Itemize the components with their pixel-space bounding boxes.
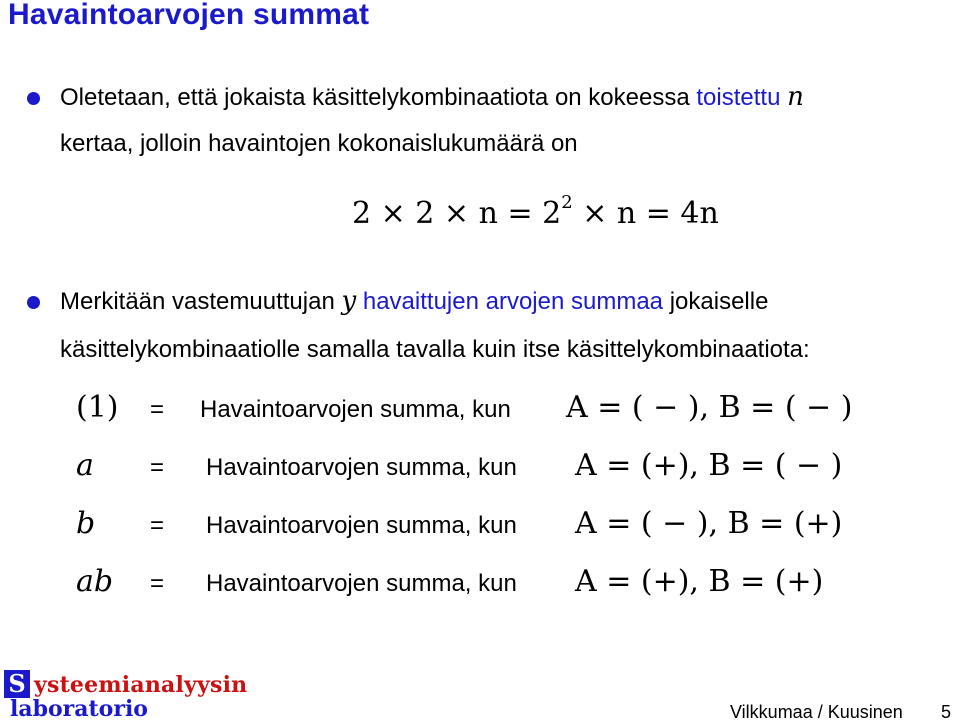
row-symbol: (1) (76, 390, 119, 425)
definition-row (0, 448, 960, 492)
row-text: Havaintoarvojen summa, kun (206, 570, 517, 597)
bullet-text: Merkitään vastemuuttujan (60, 288, 335, 315)
bullet-marker (27, 296, 40, 309)
formula-exponent: 2 (561, 192, 573, 213)
formula-left: 2 × 2 × n = 2 (352, 196, 562, 231)
math-variable: n (787, 82, 804, 112)
row-condition: A = (+), B = (+) (575, 564, 824, 599)
page-number: 5 (941, 702, 952, 722)
logo-line-2: laboratorio (10, 696, 148, 722)
bullet-text: jokaiselle (669, 288, 769, 315)
row-condition: A = (+), B = ( − ) (575, 448, 843, 483)
row-text: Havaintoarvojen summa, kun (206, 512, 517, 539)
row-equals: = (150, 512, 165, 539)
row-equals: = (150, 454, 165, 481)
definition-row (0, 390, 960, 434)
definition-row (0, 564, 960, 608)
display-formula (352, 192, 719, 231)
bullet-2-line-2: käsittelykombinaatiolle samalla tavalla kuin itse käsittelykombinaatiota: (60, 336, 810, 363)
footer-authors: Vilkkumaa / Kuusinen (730, 702, 903, 722)
bullet-1-line-1 (60, 82, 804, 112)
definition-row (0, 506, 960, 550)
row-equals: = (150, 396, 165, 423)
logo-letter: S (4, 670, 30, 698)
row-equals: = (150, 570, 165, 597)
row-text: Havaintoarvojen summa, kun (206, 454, 517, 481)
bullet-marker (27, 92, 40, 105)
row-symbol: a (76, 448, 94, 483)
row-symbol: ab (76, 564, 114, 599)
math-variable: y (341, 286, 357, 316)
bullet-1-line-2: kertaa, jolloin havaintojen kokonaislukumäärä on (60, 130, 578, 157)
highlight-term: havaittujen arvojen summaa (362, 288, 664, 315)
logo-line-1: ysteemianalyysin (34, 672, 248, 698)
slide-title: Havaintoarvojen summat (8, 0, 370, 31)
highlight-term: toistettu (696, 84, 781, 111)
row-condition: A = ( − ), B = ( − ) (566, 390, 853, 425)
row-symbol: b (76, 506, 96, 541)
row-condition: A = ( − ), B = (+) (575, 506, 843, 541)
bullet-text: Oletetaan, että jokaista käsittelykombinaatiota on kokeessa (60, 84, 690, 111)
formula-right: × n = 4n (582, 196, 719, 231)
bullet-2-line-1 (60, 286, 768, 316)
lab-logo (4, 669, 248, 722)
row-text: Havaintoarvojen summa, kun (200, 396, 511, 423)
